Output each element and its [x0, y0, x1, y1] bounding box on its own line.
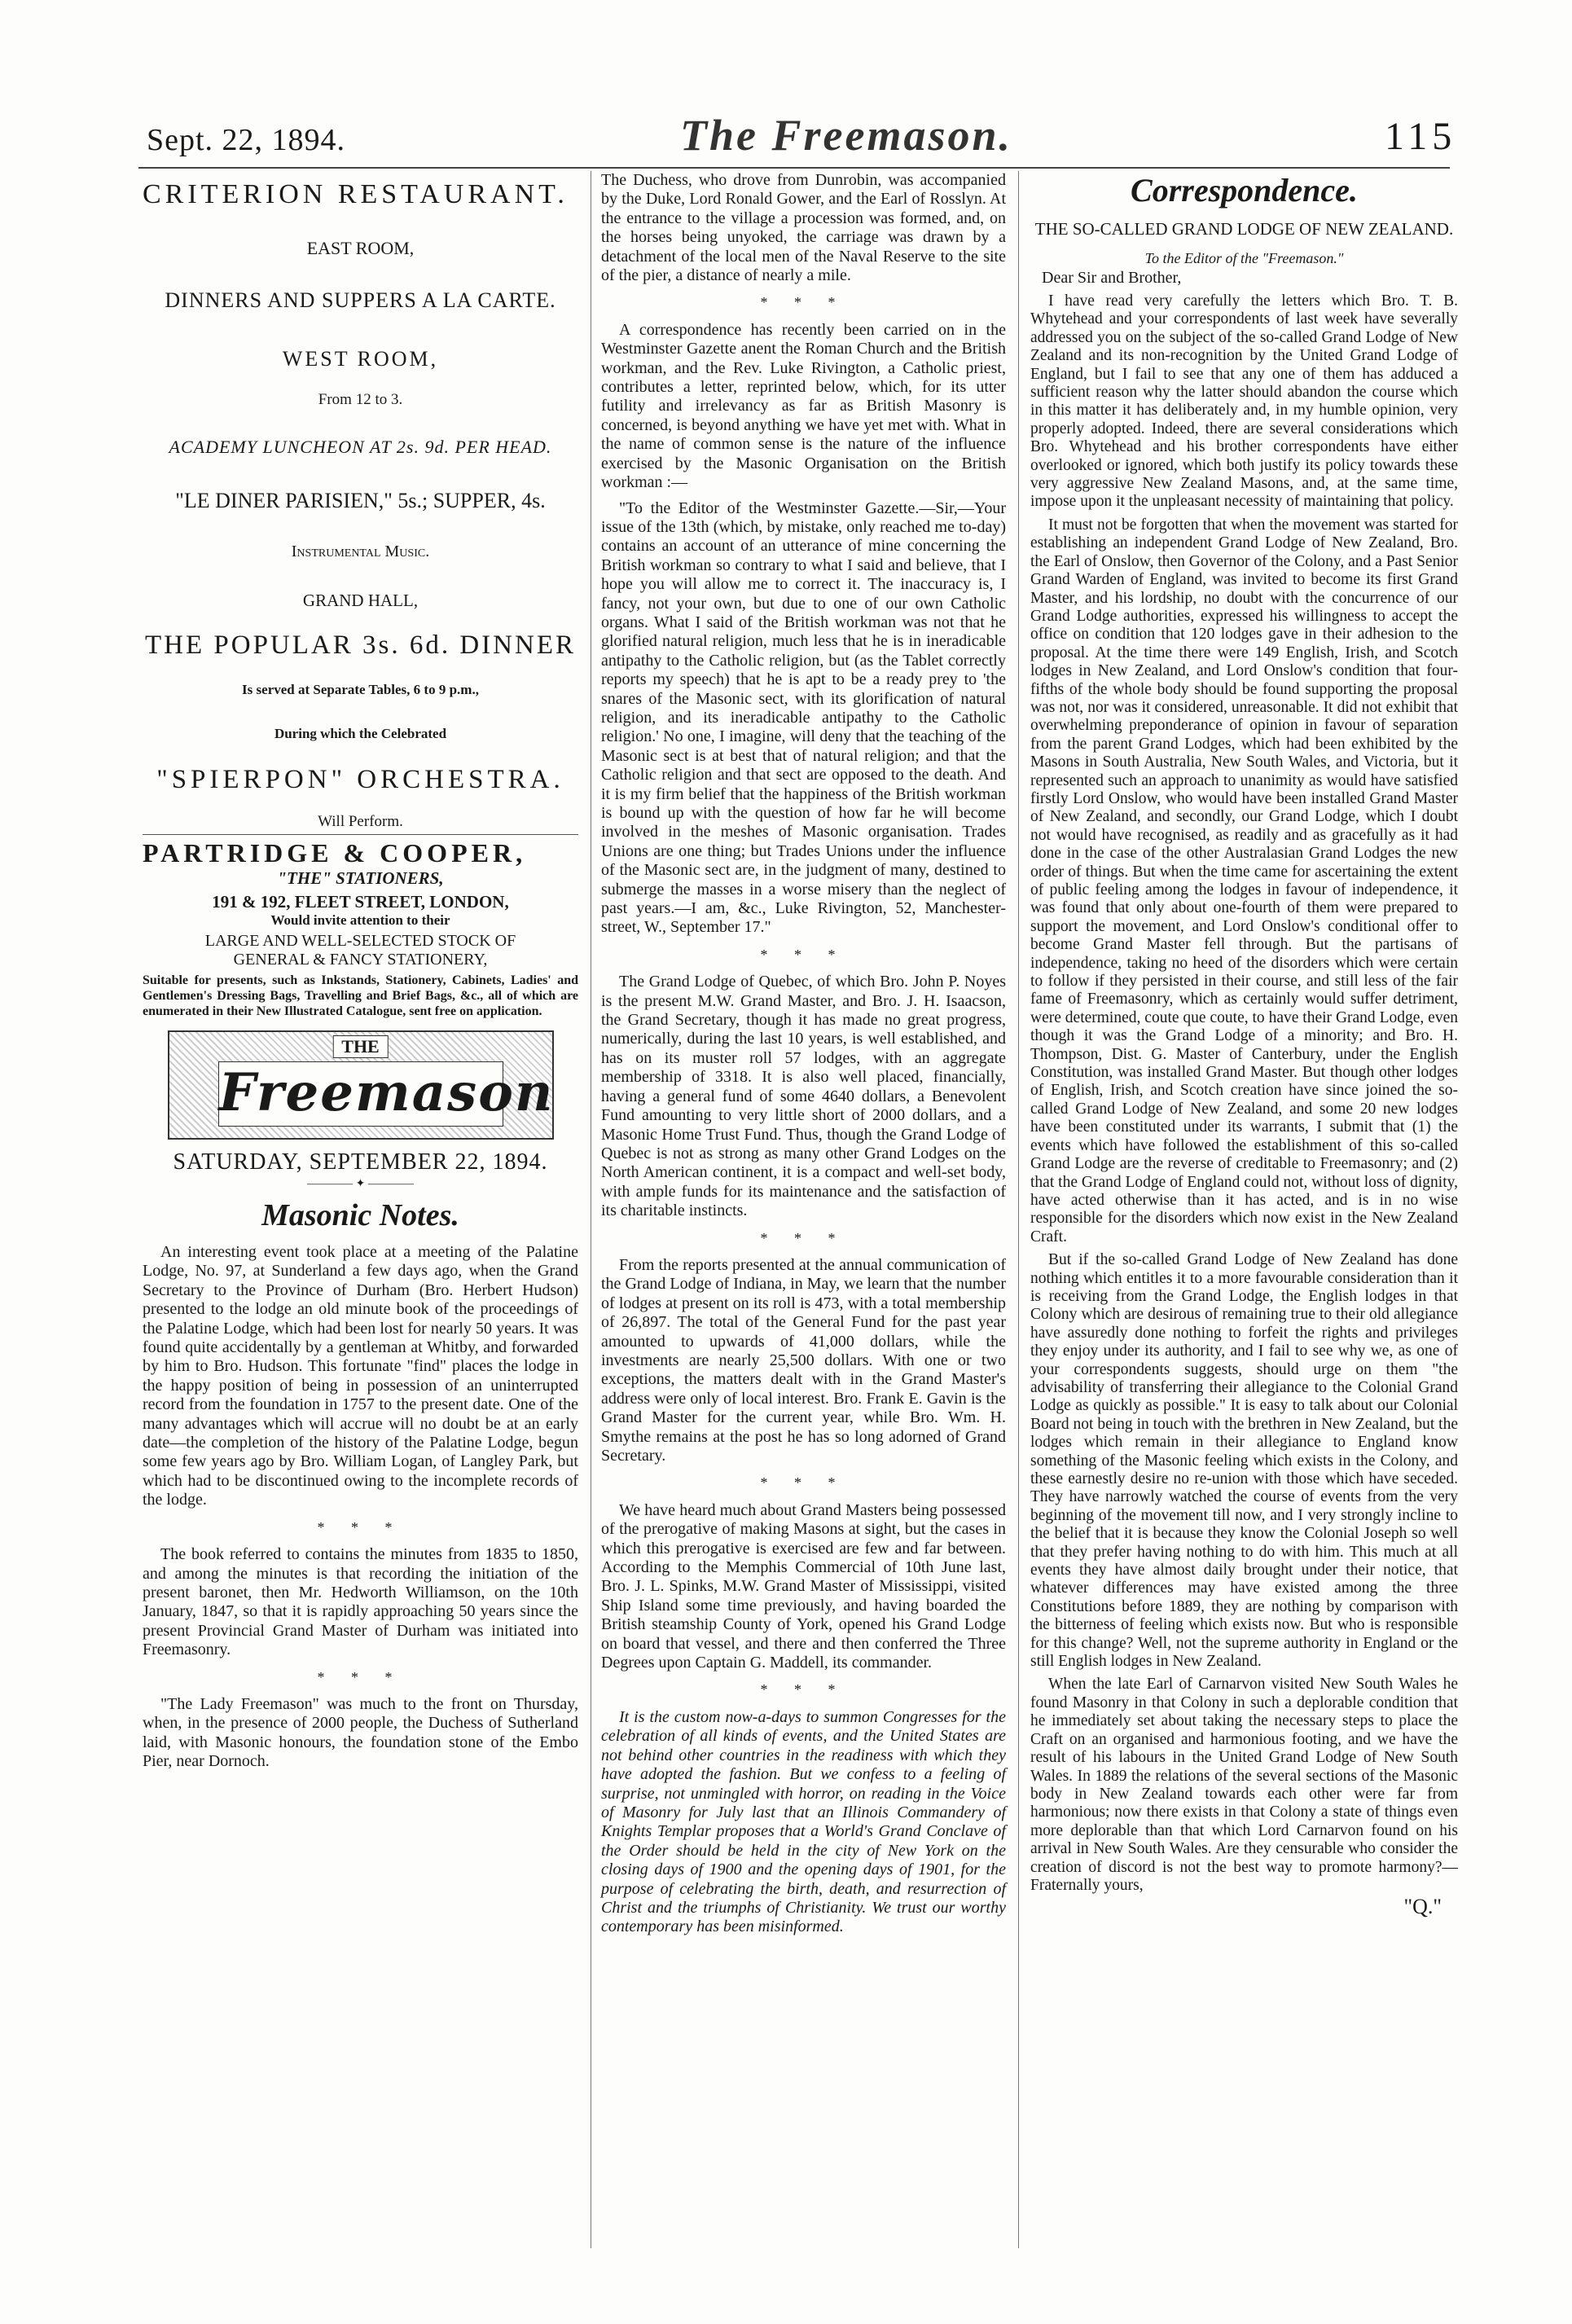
- partridge-title: PARTRIDGE & COOPER,: [143, 838, 527, 868]
- perform-line: Will Perform.: [318, 813, 403, 830]
- header-rule: [138, 167, 1450, 169]
- east-room: EAST ROOM,: [306, 238, 415, 258]
- popular-dinner-line: THE POPULAR 3s. 6d. DINNER: [144, 630, 576, 660]
- notes-paragraph-3: "The Lady Freemason" was much to the front on Thursday, when, in the presence of 2000 people, the Duchess of Sutherland laid, with Masonic honours, the foundation stone of the Embo Pier, near Dornoch.: [143, 1694, 578, 1771]
- col2-paragraph-6: We have heard much about Grand Masters being possessed of the prerogative of making Masons at sight, but the cases in which this prerogative is exercised are few and far between. According to the Memphis Commercial of 10th June last, Bro. J. L. Spinks, M.W. Grand Master of Mississippi, visited Ship Island some time previously, and having boarded the British steamship County of York, opened his Grand Lodge on board that vessel, and there and then conferred the Three Degrees upon Captain G. Maddell, its commander.: [601, 1500, 1006, 1672]
- masonic-notes-title: Masonic Notes.: [261, 1198, 459, 1232]
- stars-divider: * * *: [760, 1229, 847, 1246]
- hours-line: From 12 to 3.: [318, 391, 403, 408]
- col2-paragraph-4: The Grand Lodge of Quebec, of which Bro. John P. Noyes is the present M.W. Grand Master, and Bro. J. H. Isaacson, the Grand Secretary, though it has made no great progress, numerically, during the last 10 years, is well established, and has on its muster roll 57 lodges, with an aggregate membership of 3318. It is also well placed, financially, having a general fund of some 4640 dollars, a Benevolent Fund amounting to very little short of 2000 dollars, and a Masonic Home Trust Fund. Thus, though the Grand Lodge of Quebec is not as strong as many other Grand Lodges on the North American continent, it is a compact and well-set body, with ample funds for its maintenance and the satisfaction of its charitable instincts.: [601, 973, 1006, 1220]
- issue-date: SATURDAY, SEPTEMBER 22, 1894.: [173, 1149, 548, 1175]
- stars-divider: * * *: [317, 1668, 404, 1685]
- masonic-notes-body: [143, 1243, 578, 1772]
- dinners-line: DINNERS AND SUPPERS A LA CARTE.: [165, 288, 556, 312]
- stars-divider: * * *: [317, 1518, 404, 1535]
- criterion-title: CRITERION RESTAURANT.: [143, 179, 569, 209]
- partridge-suitable: Suitable for presents, such as Inkstands, Stationery, Cabinets, Ladies' and Gentlemen's Dressing Bags, Travelling and Brief Bags, &c., all of which are enumerated in their New Illustrated Catalogue, sent free on application.: [143, 973, 578, 1018]
- letter-paragraph-4: When the late Earl of Carnarvon visited New South Wales he found Masonry in that Colony in such a deplorable condition that he immediately set about taking the necessary steps to place the Craft on an organised and harmonious footing, and we have the result of his labours in the United Grand Lodge of New South Wales. In 1889 the relations of the several sections of the Masonic body in New Zealand towards each other were far from harmonious; now there exists in that Colony a state of things even more deplorable than that which Lord Carnarvon found on his arrival in New South Wales. Are they censurable who consider the creation of discord is not the best way to promote harmony?—Fraternally yours,: [1030, 1676, 1458, 1894]
- stars-divider: * * *: [760, 1474, 847, 1491]
- column-1: [143, 171, 578, 2248]
- academy-line: ACADEMY LUNCHEON AT 2s. 9d. PER HEAD.: [169, 437, 552, 457]
- partridge-stock-1: LARGE AND WELL-SELECTED STOCK OF: [204, 932, 516, 950]
- correspondence-subtitle: THE SO-CALLED GRAND LODGE OF NEW ZEALAND.: [1034, 219, 1454, 239]
- correspondence-title: Correspondence.: [1131, 172, 1358, 209]
- column-2-body: [601, 171, 1006, 1937]
- page-number: 115: [1385, 115, 1457, 158]
- criterion-advert: [143, 179, 578, 831]
- col2-paragraph-5: From the reports presented at the annual communication of the Grand Lodge of Indiana, in May, we learn that the number of lodges at present on its roll is 473, with a total membership of 26,897. The total of the General Fund for the past year amounted to upwards of 41,000 dollars, while the investments are nearly 25,500 dollars. With one or two exceptions, the matters dealt with in the Grand Master's address were only of local interest. Bro. Frank E. Gavin is the Grand Master for the current year, while Bro. Wm. H. Smythe remains at the post he has so long adorned of Grand Secretary.: [601, 1255, 1006, 1465]
- ornament-divider: ———— ✦ ————: [307, 1178, 414, 1190]
- correspondence-body: [1030, 292, 1458, 1895]
- col2-paragraph-7: It is the custom now-a-days to summon Congresses for the celebration of all kinds of events, and the United States are not behind other countries in the readiness with which they have adopted the fashion. But we confess to a feeling of surprise, not unmingled with horror, on reading in the Voice of Masonry for July last that an Illinois Commandery of Knights Templar proposes that a World's Grand Conclave of the Order should be held in the city of New York on the closing days of 1900 and the opening days of 1901, for the purpose of celebrating the birth, death, and resurrection of Christ and the triumphs of Christianity. We trust our worthy contemporary has been misinformed.: [601, 1707, 1006, 1936]
- col2-paragraph-3: "To the Editor of the Westminster Gazette.—Sir,—Your issue of the 13th (which, by mistake, only reached me to-day) contains an account of an utterance of mine concerning the British workman so contrary to what I said and believe, that I hope you will allow me to correct it. The inaccuracy is, I fancy, not your own, but due to one of our own Catholic organs. What I said of the British workman was not that he glorified natural religion, much less that he is in ineradicable antipathy to the Catholic religion, but (as the Tablet correctly reports my speech) that he is apt to be a ready prey to 'the snares of the Masonic sect, with its glorification of natural religion, and its ineradicable antipathy to the Catholic religion.' No one, I imagine, will deny that the teaching of the Masonic sect is at best that of natural religion; and that the Catholic religion and that sect are opposed to the death. And it is my firm belief that the happiness of the British workman is bound up with the question of how far he will become involved in the meshes of Masonic organisation. Trades Unions are one thing; but Trades Unions under the influence of the Masonic sect are, in the judgment of many, destined to submerge the masses in a worse misery than the neglect of past years.—I am, &c., Luke Rivington, 52, Manchester-street, W., September 17.": [601, 499, 1006, 937]
- music-line: Instrumental Music.: [291, 543, 430, 560]
- notes-paragraph-1: An interesting event took place at a meeting of the Palatine Lodge, No. 97, at Sunderland a few days ago, when the Grand Secretary to the Province of Durham (Bro. Herbert Hudson) presented to the lodge an old minute book of the proceedings of the Palatine Lodge, which had been lost for nearly 50 years. It was found quite accidentally by a gentleman at Whitby, and forwarded by him to Bro. Hudson. This fortunate "find" places the lodge in the happy position of being in possession of an uninterrupted record from the foundation in 1757 to the present date. One of the many advantages which will accrue will no doubt be at an early date—the completion of the history of the Palatine Lodge, begun some few years ago by Bro. William Logan, of Langley Park, but which had to be discontinued owing to the incomplete records of the lodge.: [143, 1243, 578, 1509]
- notes-paragraph-2: The book referred to contains the minutes from 1835 to 1850, and among the minutes is that recording the initiation of the present baronet, then Mr. Hedworth Williamson, on the 10th January, 1847, so that it is rapidly approaching 50 years since the present Provincial Grand Master of Durham was initiated into Freemasonry.: [143, 1545, 578, 1659]
- to-editor-line: To the Editor of the "Freemason.": [1144, 250, 1344, 266]
- partridge-stock-2: GENERAL & FANCY STATIONERY,: [233, 951, 488, 969]
- partridge-subtitle: "THE" STATIONERS,: [277, 868, 444, 888]
- partridge-invite: Would invite attention to their: [270, 912, 450, 928]
- letter-signature: "Q.": [1403, 1895, 1442, 1919]
- partridge-address: 191 & 192, FLEET STREET, LONDON,: [212, 892, 509, 912]
- column-2: [591, 171, 1006, 2248]
- masthead-title: The Freemason.: [680, 111, 1013, 160]
- issue-date-header: Sept. 22, 1894.: [147, 123, 346, 157]
- freemason-logo: [168, 1030, 554, 1140]
- letter-paragraph-1: I have read very carefully the letters which Bro. T. B. Whytehead and your correspondents of last week have severally addressed you on the subject of the so-called Grand Lodge of New Zealand and its non-recognition by the United Grand Lodge of England, but I fail to see that any one of them has adduced a sufficient reason why the latter should abandon the course which in this matter it has deliberately and, in my humble opinion, very properly adopted. Indeed, there are several considerations which Bro. Whytehead and his brother correspondents have either overlooked or ignored, which both justify its policy towards these very aggressive New Zealand Masons, and, at the same time, impose upon it the unpleasant necessity of maintaining that policy.: [1030, 292, 1458, 511]
- col2-paragraph-2: A correspondence has recently been carried on in the Westminster Gazette anent the Roman Church and the British workman, and the Rev. Luke Rivington, a Catholic priest, contributes a letter, reprinted below, which, for its utter futility and irrelevancy as far as British Masonry is concerned, is beyond anything we have yet met with. What in the name of common sense is the nature of the influence exercised by the Masonic Organisation on the British workman :—: [601, 320, 1006, 492]
- col2-paragraph-1: The Duchess, who drove from Dunrobin, was accompanied by the Duke, Lord Ronald Gower, and the Earl of Rosslyn. At the entrance to the village a procession was formed, and, on the horses being unyoked, the carriage was drawn by a detachment of the local men of the Naval Reserve to the site of the pier, a distance of nearly a mile.: [601, 171, 1006, 285]
- stars-divider: * * *: [760, 946, 847, 963]
- logo-name: Freemason: [218, 1061, 503, 1127]
- grand-hall-line: GRAND HALL,: [302, 591, 419, 610]
- partridge-advert: [143, 838, 578, 1019]
- west-room: WEST ROOM,: [282, 347, 439, 371]
- parisien-line: "LE DINER PARISIEN," 5s.; SUPPER, 4s.: [175, 489, 546, 512]
- column-3: [1018, 171, 1458, 2248]
- stars-divider: * * *: [760, 1681, 847, 1698]
- letter-paragraph-3: But if the so-called Grand Lodge of New Zealand has done nothing which entitles it to a more favourable consideration than it is receiving from the Grand Lodge, the English lodges in that Colony which are desirous of remaining true to their old allegiance have assuredly done nothing to forfeit the rights and privileges they enjoy under its authority, and I fail to see why we, as one of your correspondents suggests, should urge on them "the advisability of transferring their allegiance to the Colonial Grand Lodge as quickly as possible." It is easy to talk about our Colonial Board not being in touch with the brethren in New Zealand, but the lodges which remain in their allegiance to England know something of the Masonic feeling which exists in the Colony, and these earnestly desire no re-union with those which have seceded. They have narrowly watched the course of events from the very beginning of the movement till now, and I very strongly incline to the belief that it is because they know the Colonial Joseph so well that they prefer having nothing to do with him. This much at all events they have almost daily brought under their notice, that whatever differences may have existed among the three Constitutions before 1889, they are nothing by comparison with the bitterness of feeling which exists now. But who is responsible for this change? Well, not the supreme authority in England or the still English lodges in New Zealand.: [1030, 1251, 1458, 1671]
- salutation: Dear Sir and Brother,: [1042, 269, 1182, 287]
- advert-divider: [143, 834, 578, 835]
- letter-paragraph-2: It must not be forgotten that when the movement was started for establishing an independent Grand Lodge of New Zealand, Bro. the Earl of Onslow, then Governor of the Colony, and a Past Senior Grand Warden of England, was invited to become its first Grand Master, and his lordship, no doubt with the concurrence of our Grand Lodge authorities, expressed his willingness to accept the office on condition that 120 lodges gave in their adhesion to the proposal. At the time there were 149 English, Irish, and Scotch lodges in New Zealand, and Lord Onslow's condition that four-fifths of the whole body should be found supporting the proposal was not, nor was it considered, unreasonable. It did not exhibit that overwhelming preponderance of opinion in favour of separation from the parent Grand Lodges, which had been exhibited by the Masons in South Australia, New South Wales, and Victoria, but it represented such an approach to unanimity as would have satisfied firstly Lord Onslow, who would have been installed Grand Master of New Zealand, and secondly, our Grand Lodge, which I doubt not would have recognised, as readily and as gracefully as it had done in the case of the other Australasian Grand Lodges the new order of things. But when the time came for ascertaining the extent of public feeling among the lodges in favour of independence, it was found that only about one-fourth of them were prepared to support the movement, and Lord Onslow's conditional offer to become Grand Master fell through. But the partisans of independence, taking no heed of the disorders which were certain to follow if they persisted in their course, and still less of the fair fame of Freemasonry, which as certainly would suffer detriment, were determined, coute que coute, to have their Grand Lodge, even though it was the Grand Lodge of a minority; and Bro. H. Thompson, Dist. G. Master of Canterbury, under the English Constitution, was installed Grand Master. But though other lodges of English, Irish, and Scotch creation have since joined the so-called Grand Lodge of New Zealand, and some 20 new lodges have been constituted under its warrants, I submit that (1) the events which have followed the establishment of this so-called Grand Lodge are the reverse of creditable to Freemasonry; and (2) that the Grand Lodge of England could not, without loss of dignity, have acted otherwise than it has acted, and is in no wise responsible for the disorders which now exist in the New Zealand Craft.: [1030, 516, 1458, 1245]
- orchestra-line: "SPIERPON" ORCHESTRA.: [156, 765, 564, 794]
- stars-divider: * * *: [760, 294, 847, 311]
- served-line: Is served at Separate Tables, 6 to 9 p.m.,: [242, 682, 479, 697]
- logo-the: THE: [332, 1035, 388, 1058]
- during-line: During which the Celebrated: [274, 726, 447, 741]
